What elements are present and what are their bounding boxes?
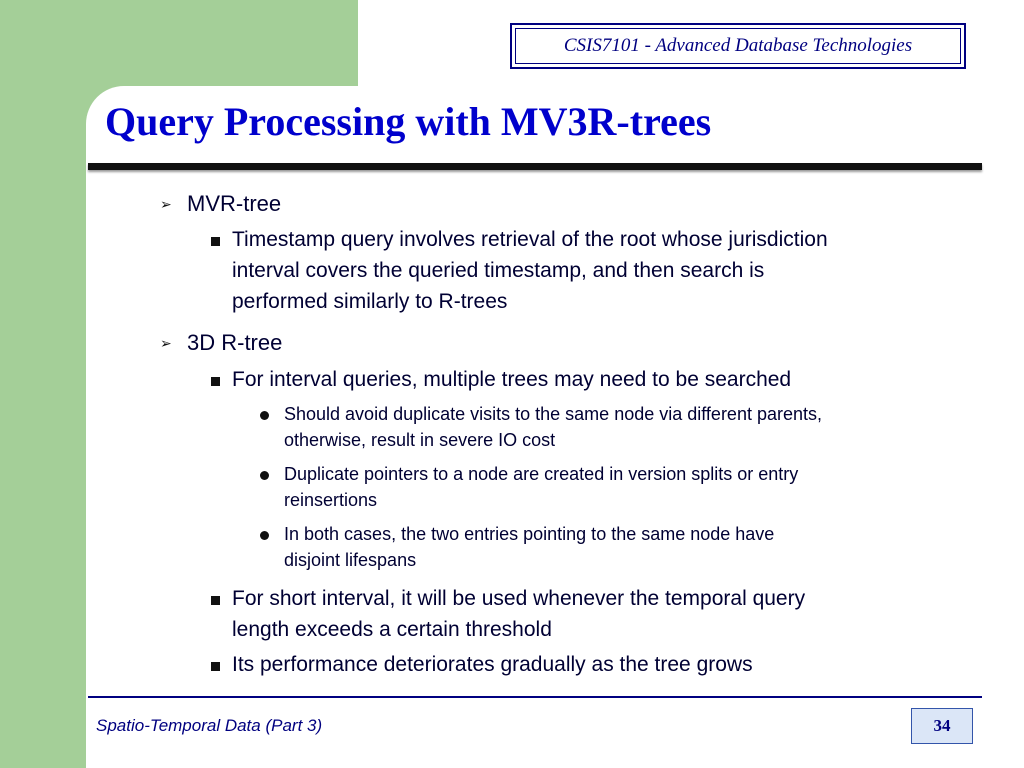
bullet-l1-3d-rtree: 3D R-tree <box>187 330 283 355</box>
round-bullet-icon <box>260 531 269 540</box>
bullet-l2-timestamp-line3: performed similarly to R-trees <box>232 290 508 313</box>
bullet-l3-avoid-duplicate-line2: otherwise, result in severe IO cost <box>284 430 556 450</box>
footer-divider <box>88 696 982 698</box>
bullet-l3-avoid-duplicate-line1: Should avoid duplicate visits to the same node via different parents, <box>284 404 822 424</box>
bullet-l2-timestamp-line1: Timestamp query involves retrieval of the root whose jurisdiction <box>232 228 828 251</box>
bullet-l3-duplicate-pointers-line2: reinsertions <box>284 490 378 510</box>
square-bullet-icon <box>211 237 220 246</box>
bullet-l1-mvr-tree: MVR-tree <box>187 191 282 216</box>
slide-title: Query Processing with MV3R-trees <box>105 99 712 144</box>
square-bullet-icon <box>211 596 220 605</box>
bullet-l3-duplicate-pointers-line1: Duplicate pointers to a node are created in version splits or entry <box>284 464 799 484</box>
bullet-l2-performance: Its performance deteriorates gradually as the tree grows <box>232 653 753 676</box>
arrowhead-bullet-icon: ➢ <box>160 196 172 212</box>
page-number: 34 <box>911 708 973 744</box>
round-bullet-icon <box>260 471 269 480</box>
bullet-l2-interval-queries: For interval queries, multiple trees may need to be searched <box>232 368 792 391</box>
square-bullet-icon <box>211 377 220 386</box>
bullet-l2-short-interval-line1: For short interval, it will be used whenever the temporal query <box>232 587 806 610</box>
bullet-l3-both-cases-line1: In both cases, the two entries pointing to the same node have <box>284 524 775 544</box>
footer-title: Spatio-Temporal Data (Part 3) <box>96 716 323 735</box>
arrowhead-bullet-icon: ➢ <box>160 335 172 351</box>
bullet-l3-both-cases-line2: disjoint lifespans <box>284 550 417 570</box>
bullet-l2-timestamp-line2: interval covers the queried timestamp, and then search is <box>232 259 765 282</box>
square-bullet-icon <box>211 662 220 671</box>
course-header-text: CSIS7101 - Advanced Database Technologies <box>515 28 961 64</box>
bullet-l2-short-interval-line2: length exceeds a certain threshold <box>232 618 552 641</box>
round-bullet-icon <box>260 411 269 420</box>
